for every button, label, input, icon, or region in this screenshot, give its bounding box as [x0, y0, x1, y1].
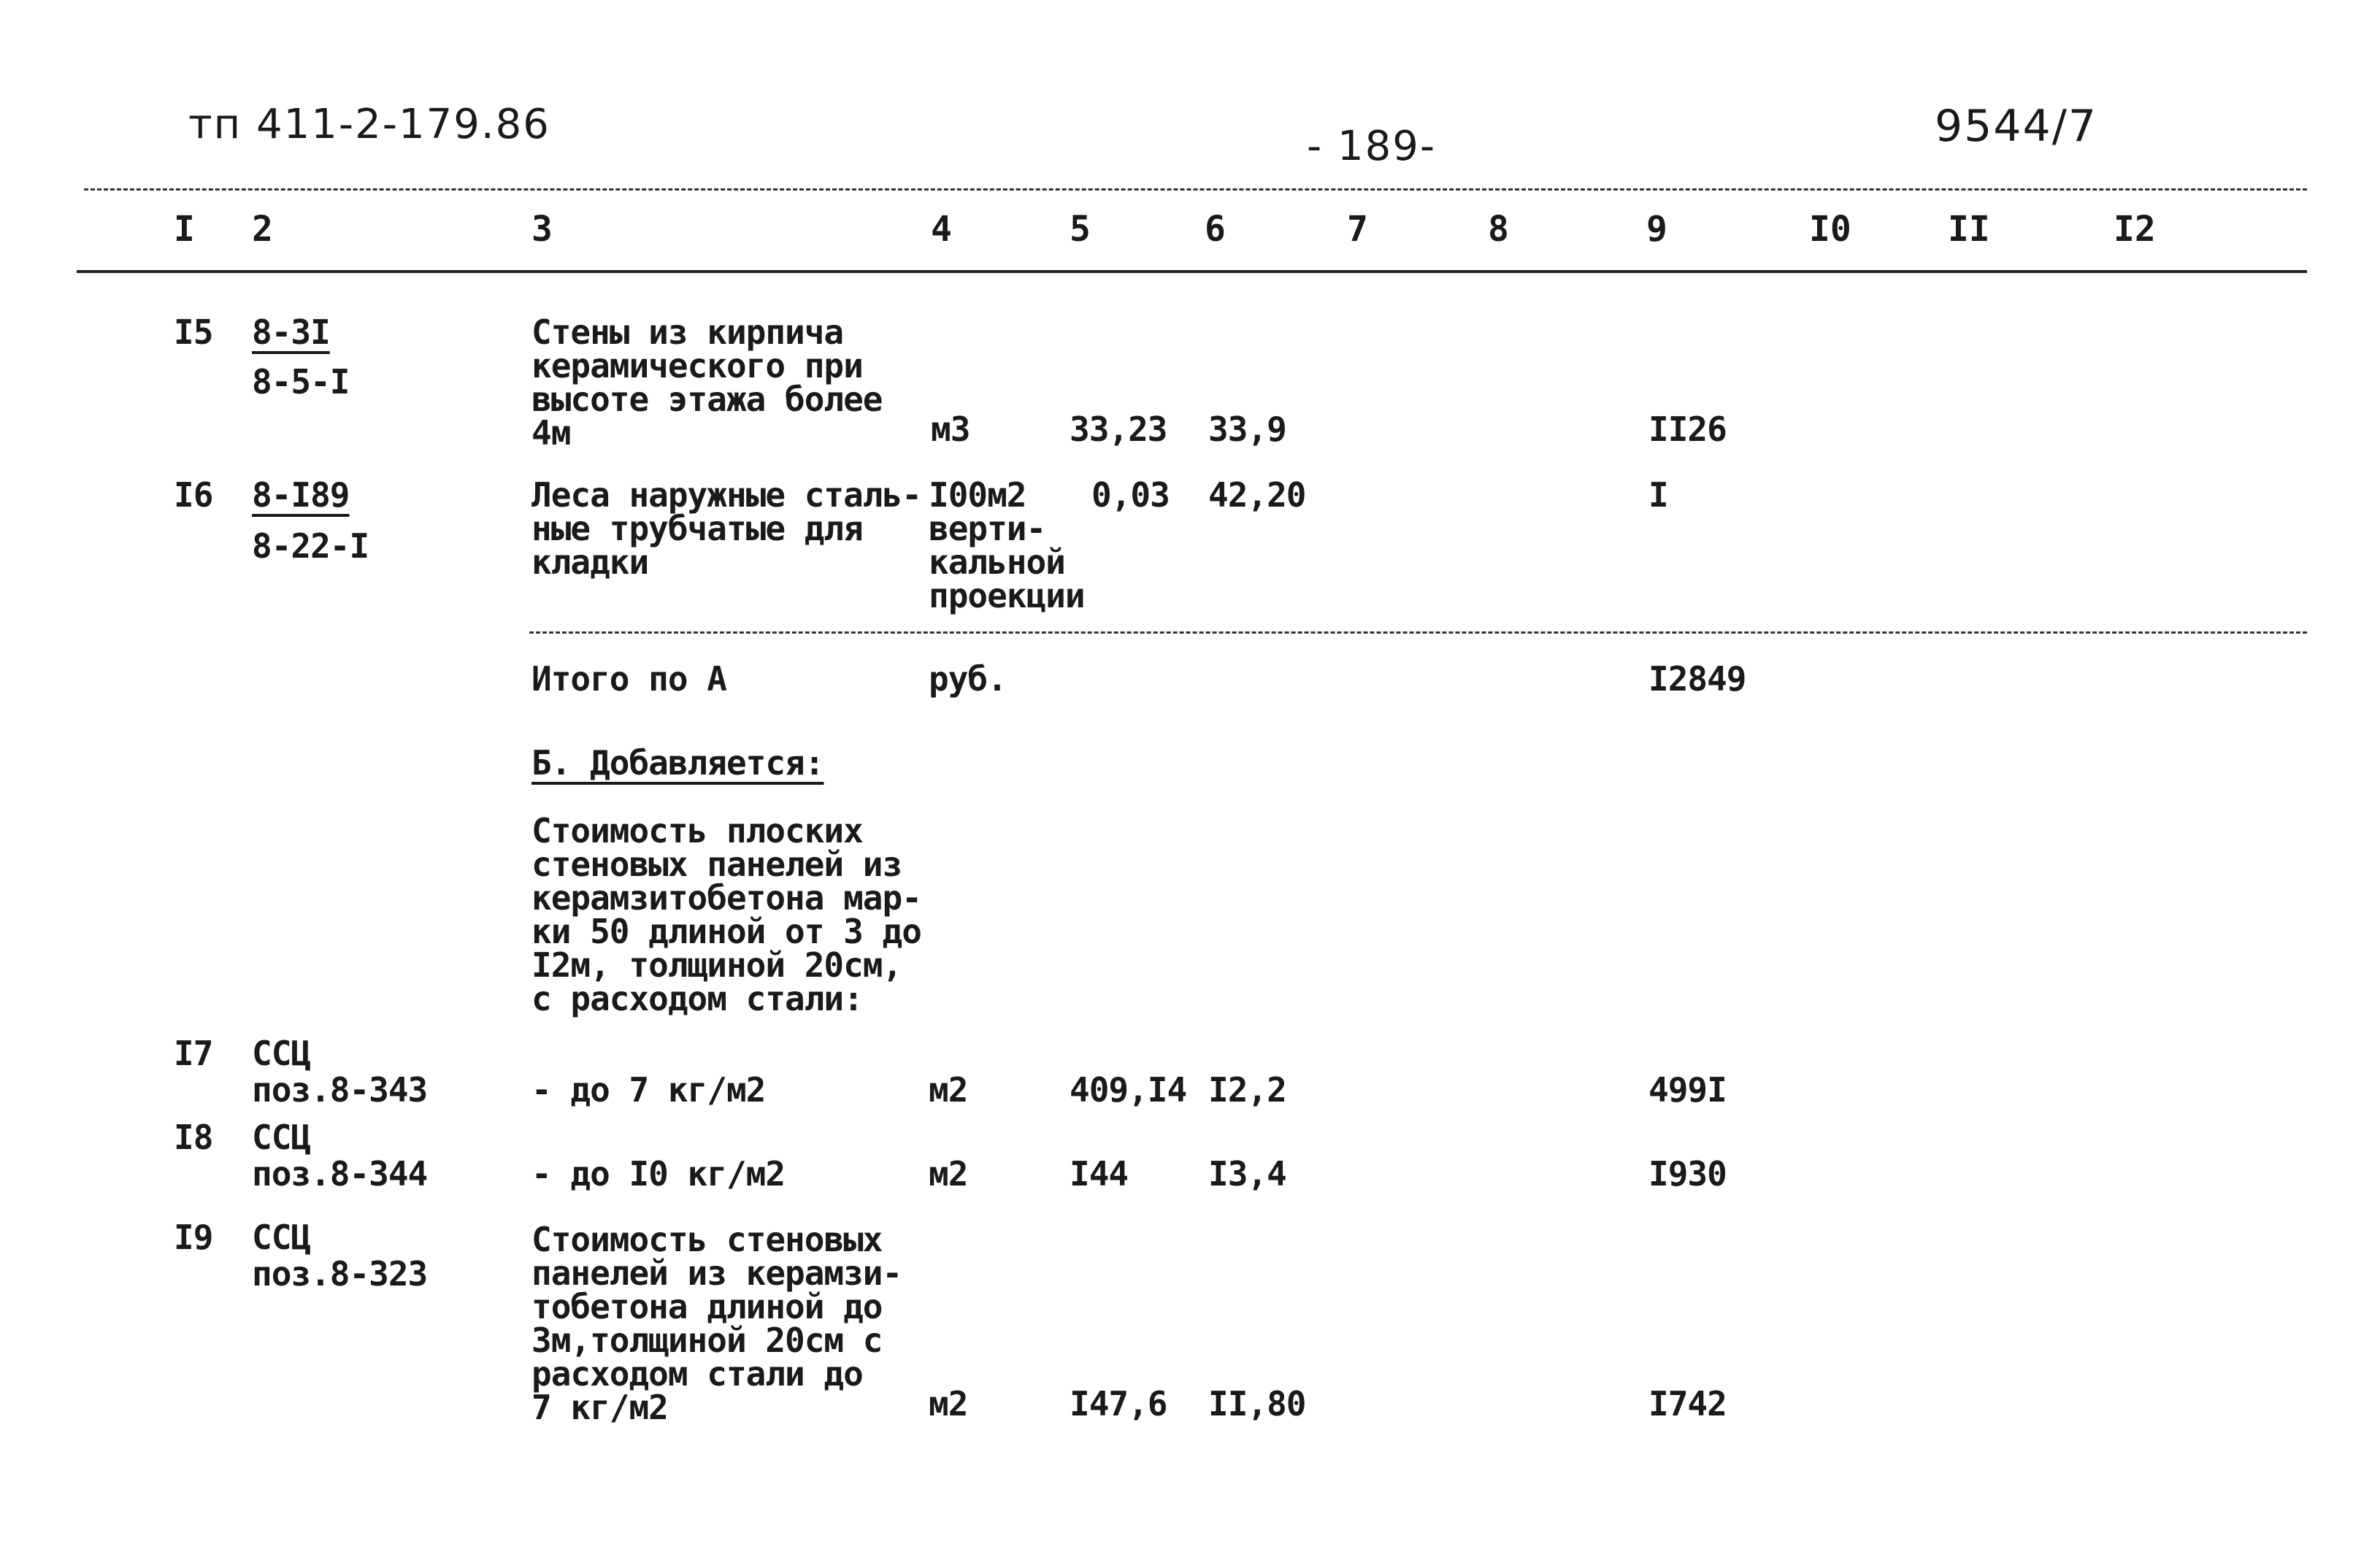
row-15-unit: м3 [931, 410, 970, 449]
header-top-rule [84, 188, 2307, 191]
row-15-number: I5 [174, 312, 213, 352]
col-header-10: I0 [1809, 209, 1851, 250]
row-15-description: Стены из кирпича керамического при высоте этажа более 4м [531, 312, 883, 453]
col-header-11: II [1948, 209, 1990, 250]
subtotal-rule [529, 631, 2307, 634]
col-header-1: I [174, 209, 195, 250]
row-18-number: I8 [174, 1118, 213, 1157]
section-b-title: Б. Добавляется: [531, 743, 824, 783]
row-19-number: I9 [174, 1218, 213, 1257]
sheet-code: 9544/7 [1935, 101, 2098, 152]
row-18-code-bottom: поз.8-344 [252, 1154, 428, 1194]
row-16-code-bottom: 8-22-I [252, 526, 369, 566]
row-16-code-top: 8-I89 [252, 475, 350, 515]
row-19-description: Стоимость стеновых панелей из керамзи- тобетона длиной до 3м,толщиной 20см с расходом стали до 7 кг/м2 [531, 1220, 902, 1427]
row-15-code-top: 8-3I [252, 312, 330, 352]
row-17-col9: 499I [1648, 1070, 1727, 1110]
row-19-col5: I47,6 [1070, 1384, 1167, 1423]
total-a-value: I2849 [1648, 659, 1746, 699]
row-19-code-top: ССЦ [252, 1218, 311, 1257]
row-18-col5: I44 [1070, 1154, 1129, 1194]
row-18-description: - до I0 кг/м2 [531, 1154, 786, 1194]
col-header-3: 3 [531, 209, 553, 250]
row-17-code-top: ССЦ [252, 1034, 311, 1073]
row-16-col9: I [1648, 475, 1668, 515]
col-header-7: 7 [1347, 209, 1368, 250]
row-16-unit: I00м2 верти- кальной проекции [929, 475, 1085, 615]
row-16-col6: 42,20 [1208, 475, 1306, 515]
row-18-unit: м2 [929, 1154, 968, 1194]
page-number: - 189- [1307, 123, 1437, 170]
row-19-code-bottom: поз.8-323 [252, 1254, 428, 1294]
row-15-col6: 33,9 [1208, 410, 1286, 449]
row-19-col9: I742 [1648, 1384, 1727, 1423]
row-16-description: Леса наружные сталь- ные трубчатые для кладки [531, 475, 921, 582]
row-18-col6: I3,4 [1208, 1154, 1286, 1194]
total-a-label: Итого по А [531, 659, 726, 699]
row-19-col6: II,80 [1208, 1384, 1306, 1423]
row-18-col9: I930 [1648, 1154, 1727, 1194]
row-15-col5: 33,23 [1070, 410, 1167, 449]
document-code: тп 411-2-179.86 [188, 101, 550, 148]
row-16-col5: 0,03 [1091, 475, 1170, 515]
col-header-6: 6 [1205, 209, 1226, 250]
total-a-unit: руб. [929, 659, 1007, 699]
col-header-5: 5 [1070, 209, 1091, 250]
row-17-col5: 409,I4 [1070, 1070, 1187, 1110]
row-15-col9: II26 [1648, 410, 1727, 449]
row-17-unit: м2 [929, 1070, 968, 1110]
row-15-code-bottom: 8-5-I [252, 362, 350, 401]
row-17-description: - до 7 кг/м2 [531, 1070, 766, 1110]
row-18-code-top: ССЦ [252, 1118, 311, 1157]
col-header-9: 9 [1646, 209, 1667, 250]
col-header-12: I2 [2114, 209, 2156, 250]
row-17-number: I7 [174, 1034, 213, 1073]
row-17-col6: I2,2 [1208, 1070, 1286, 1110]
col-header-4: 4 [931, 209, 952, 250]
section-b-intro: Стоимость плоских стеновых панелей из керамзитобетона мар- ки 50 длиной от 3 до I2м, толщиной 20см, с расходом стали: [531, 811, 921, 1018]
col-header-2: 2 [252, 209, 273, 250]
header-bottom-rule [77, 270, 2307, 273]
row-19-unit: м2 [929, 1384, 968, 1423]
row-16-number: I6 [174, 475, 213, 515]
row-17-code-bottom: поз.8-343 [252, 1070, 428, 1110]
col-header-8: 8 [1488, 209, 1509, 250]
